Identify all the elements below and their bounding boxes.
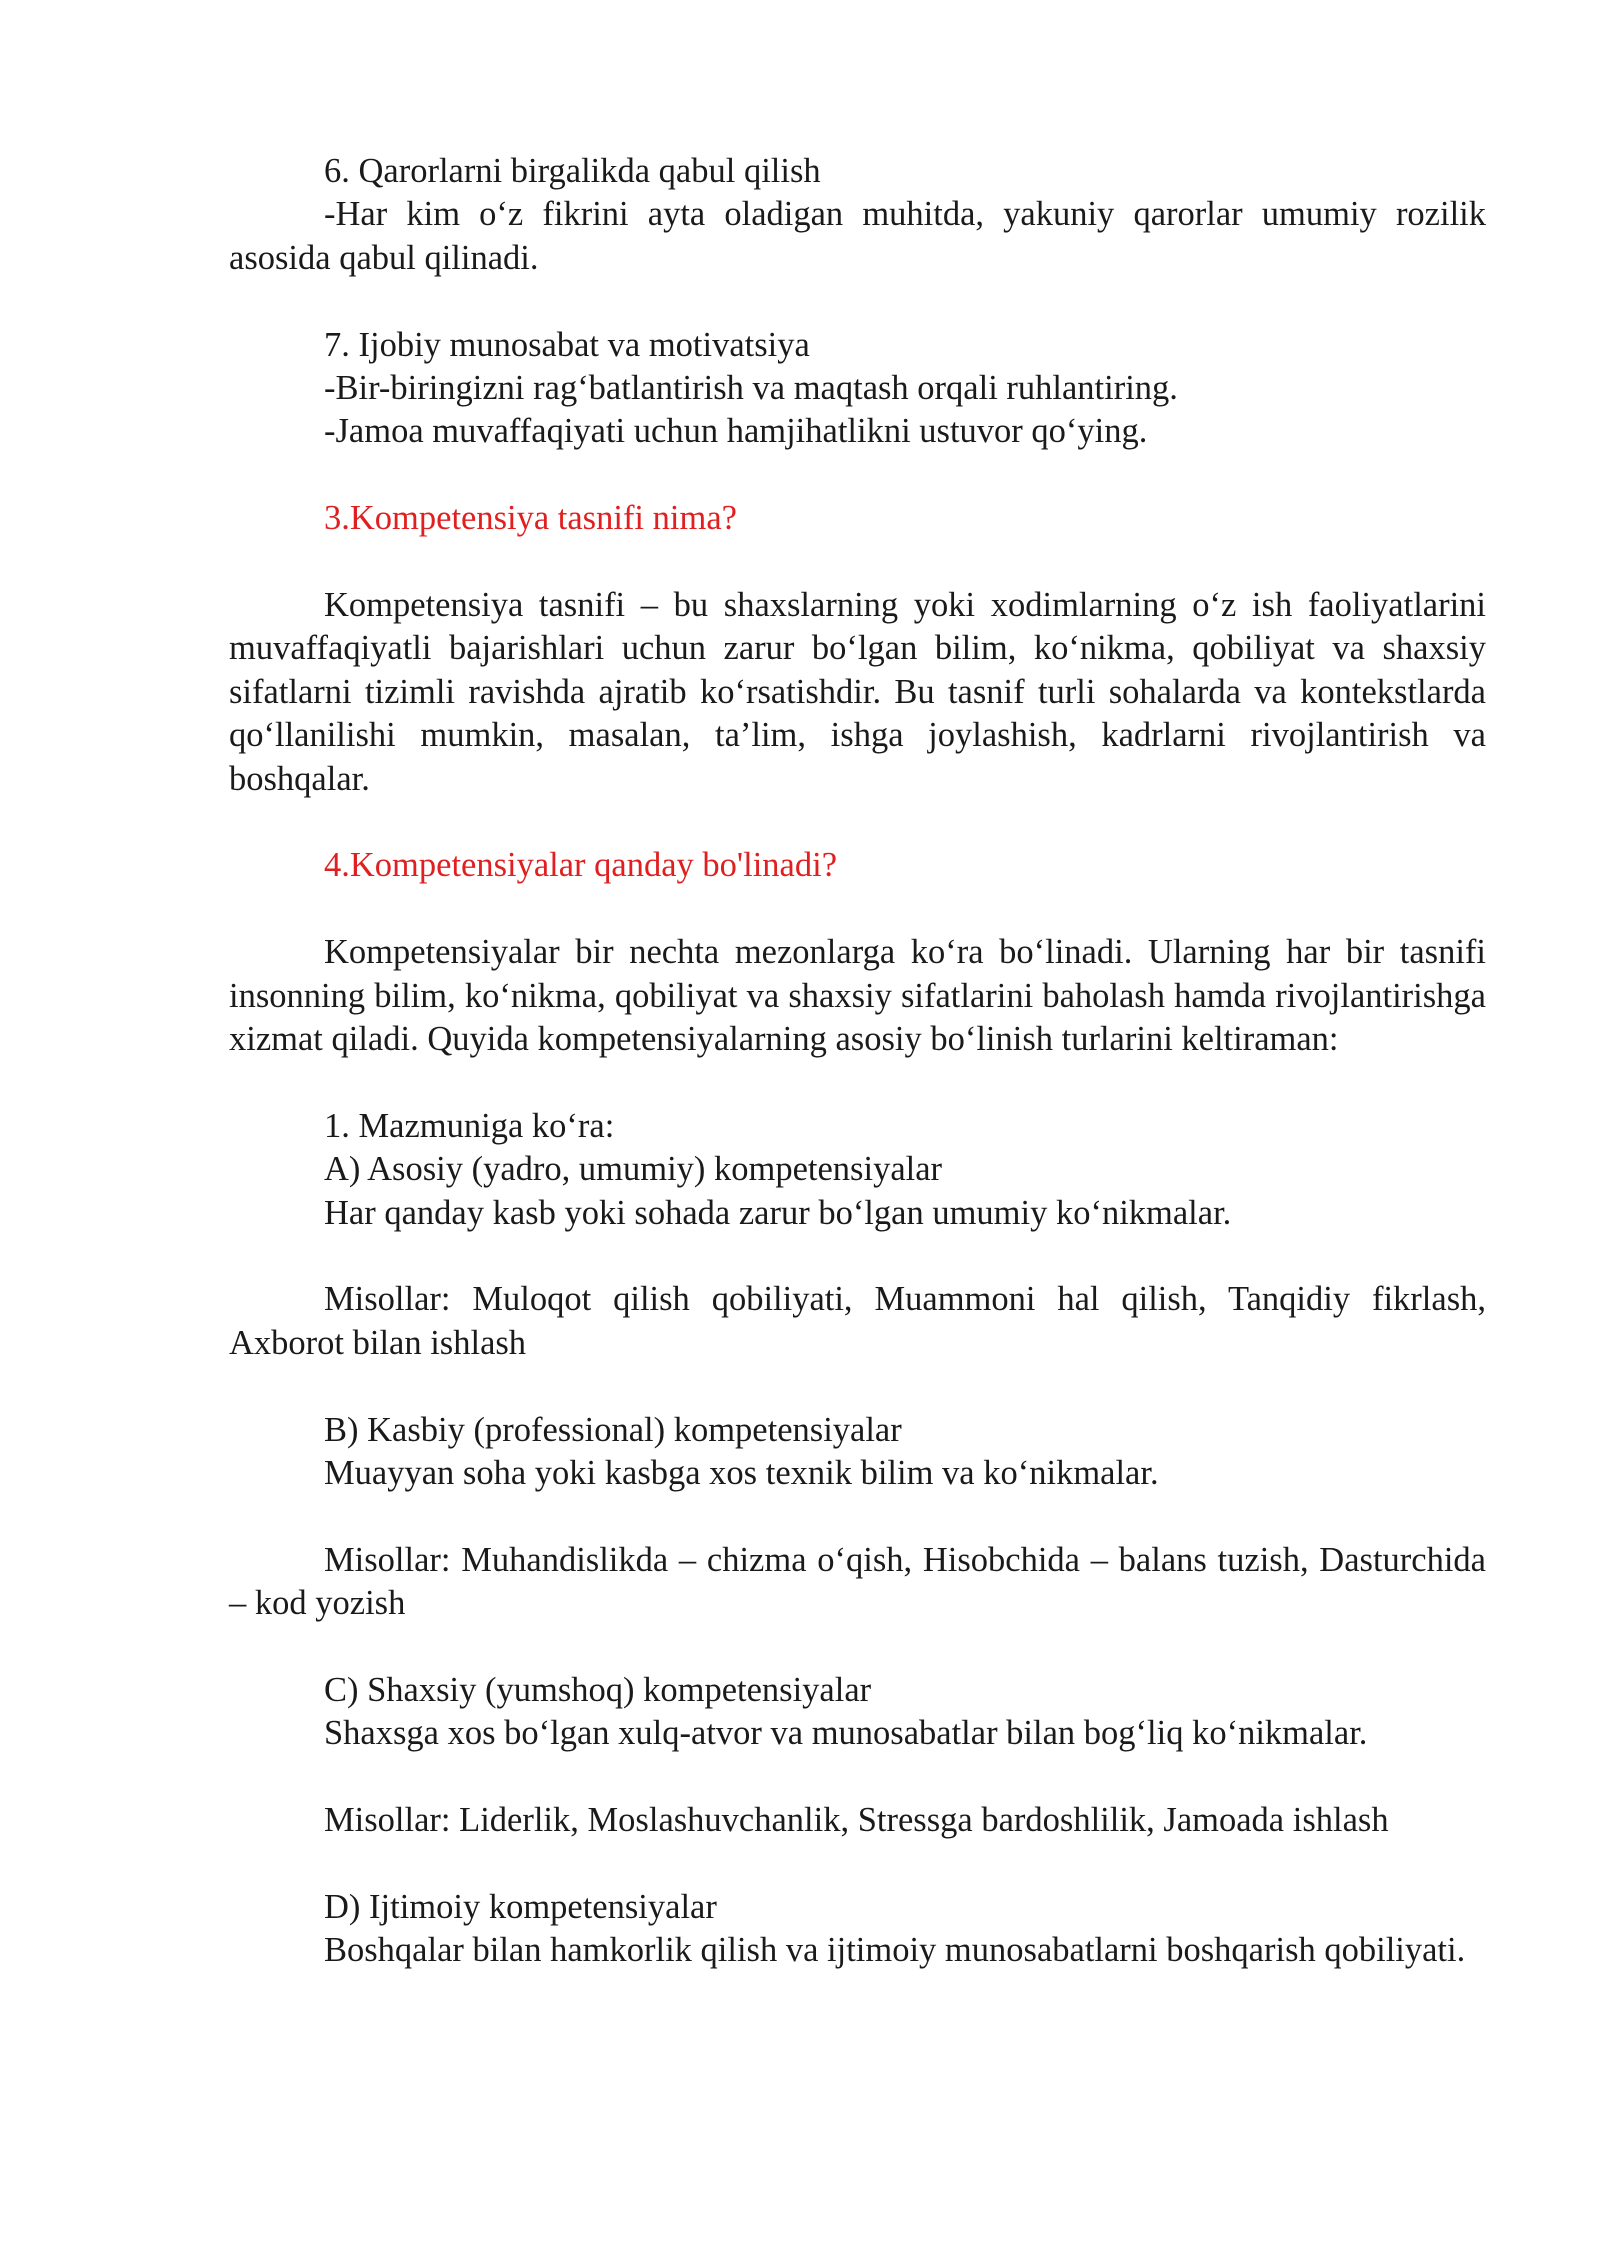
item-line: -Bir-biringizni rag‘batlantirish va maqtash orqali ruhlantiring. bbox=[324, 369, 1178, 408]
item-line: -Jamoa muvaffaqiyati uchun hamjihatlikni ustuvor qo‘ying. bbox=[324, 412, 1148, 451]
spacer bbox=[229, 1626, 1486, 1669]
item-paragraph: -Har kim o‘z fikrini ayta oladigan muhitda, yakuniy qarorlar umumiy rozilik asosida qabul qilinadi. bbox=[229, 195, 1486, 277]
item-heading-6: 6. Qarorlarni birgalikda qabul qilish bbox=[324, 152, 821, 190]
description-paragraph: Boshqalar bilan hamkorlik qilish va ijtimoiy munosabatlarni boshqarish qobiliyati. bbox=[324, 1931, 1466, 1970]
section-heading-3: 3.Kompetensiya tasnifi nima? bbox=[324, 499, 737, 538]
spacer bbox=[229, 280, 1486, 323]
section-heading-4: 4.Kompetensiyalar qanday bo'linadi? bbox=[324, 846, 838, 885]
examples-paragraph: Misollar: Muhandislikda – chizma o‘qish, Hisobchida – balans tuzish, Dasturchida – kod yozish bbox=[229, 1540, 1486, 1623]
item-heading-7: 7. Ijobiy munosabat va motivatsiya bbox=[324, 325, 810, 364]
subheading-a: A) Asosiy (yadro, umumiy) kompetensiyalar bbox=[324, 1150, 943, 1189]
spacer bbox=[229, 1061, 1486, 1104]
examples-paragraph: Misollar: Muloqot qilish qobiliyati, Muammoni hal qilish, Tanqidiy fikrlash, Axborot bilan ishlash bbox=[229, 1280, 1486, 1362]
spacer bbox=[229, 541, 1486, 584]
spacer bbox=[229, 888, 1486, 931]
spacer bbox=[229, 1843, 1486, 1886]
spacer bbox=[229, 801, 1486, 844]
spacer bbox=[229, 454, 1486, 497]
description-line: Har qanday kasb yoki sohada zarur bo‘lgan umumiy ko‘nikmalar. bbox=[324, 1193, 1232, 1232]
spacer bbox=[229, 1495, 1486, 1538]
description-line: Muayyan soha yoki kasbga xos texnik bilim va ko‘nikmalar. bbox=[324, 1454, 1159, 1493]
section-paragraph: Kompetensiyalar bir nechta mezonlarga ko‘ra bo‘linadi. Ularning har bir tasnifi insonning bilim, ko‘nikma, qobiliyat va shaxsiy sifatlarini baholash hamda rivojlantirishga xizmat qiladi. Quyida kompetensiyalarning asosiy bo‘linish turlarini keltiraman: bbox=[229, 933, 1486, 1059]
spacer bbox=[229, 1365, 1486, 1408]
subheading-b: B) Kasbiy (professional) kompetensiyalar bbox=[324, 1410, 902, 1449]
spacer bbox=[229, 1756, 1486, 1799]
list-heading: 1. Mazmuniga ko‘ra: bbox=[324, 1106, 615, 1145]
examples-line: Misollar: Liderlik, Moslashuvchanlik, Stressga bardoshlilik, Jamoada ishlash bbox=[324, 1801, 1389, 1840]
document-page bbox=[229, 150, 1486, 1973]
description-line: Shaxsga xos bo‘lgan xulq-atvor va munosabatlar bilan bog‘liq ko‘nikmalar. bbox=[324, 1714, 1368, 1753]
subheading-c: C) Shaxsiy (yumshoq) kompetensiyalar bbox=[324, 1671, 872, 1710]
spacer bbox=[229, 1235, 1486, 1278]
section-paragraph: Kompetensiya tasnifi – bu shaxslarning yoki xodimlarning o‘z ish faoliyatlarini muvaffaqiyatli bajarishlari uchun zarur bo‘lgan bilim, ko‘nikma, qobiliyat va shaxsiy sifatlarni tizimli ravishda ajratib ko‘rsatishdir. Bu tasnif turli sohalarda va kontekstlarda qo‘llanilishi mumkin, masalan, ta’lim, ishga joylashish, kadrlarni rivojlantirish va boshqalar. bbox=[229, 586, 1486, 798]
subheading-d: D) Ijtimoiy kompetensiyalar bbox=[324, 1888, 717, 1927]
